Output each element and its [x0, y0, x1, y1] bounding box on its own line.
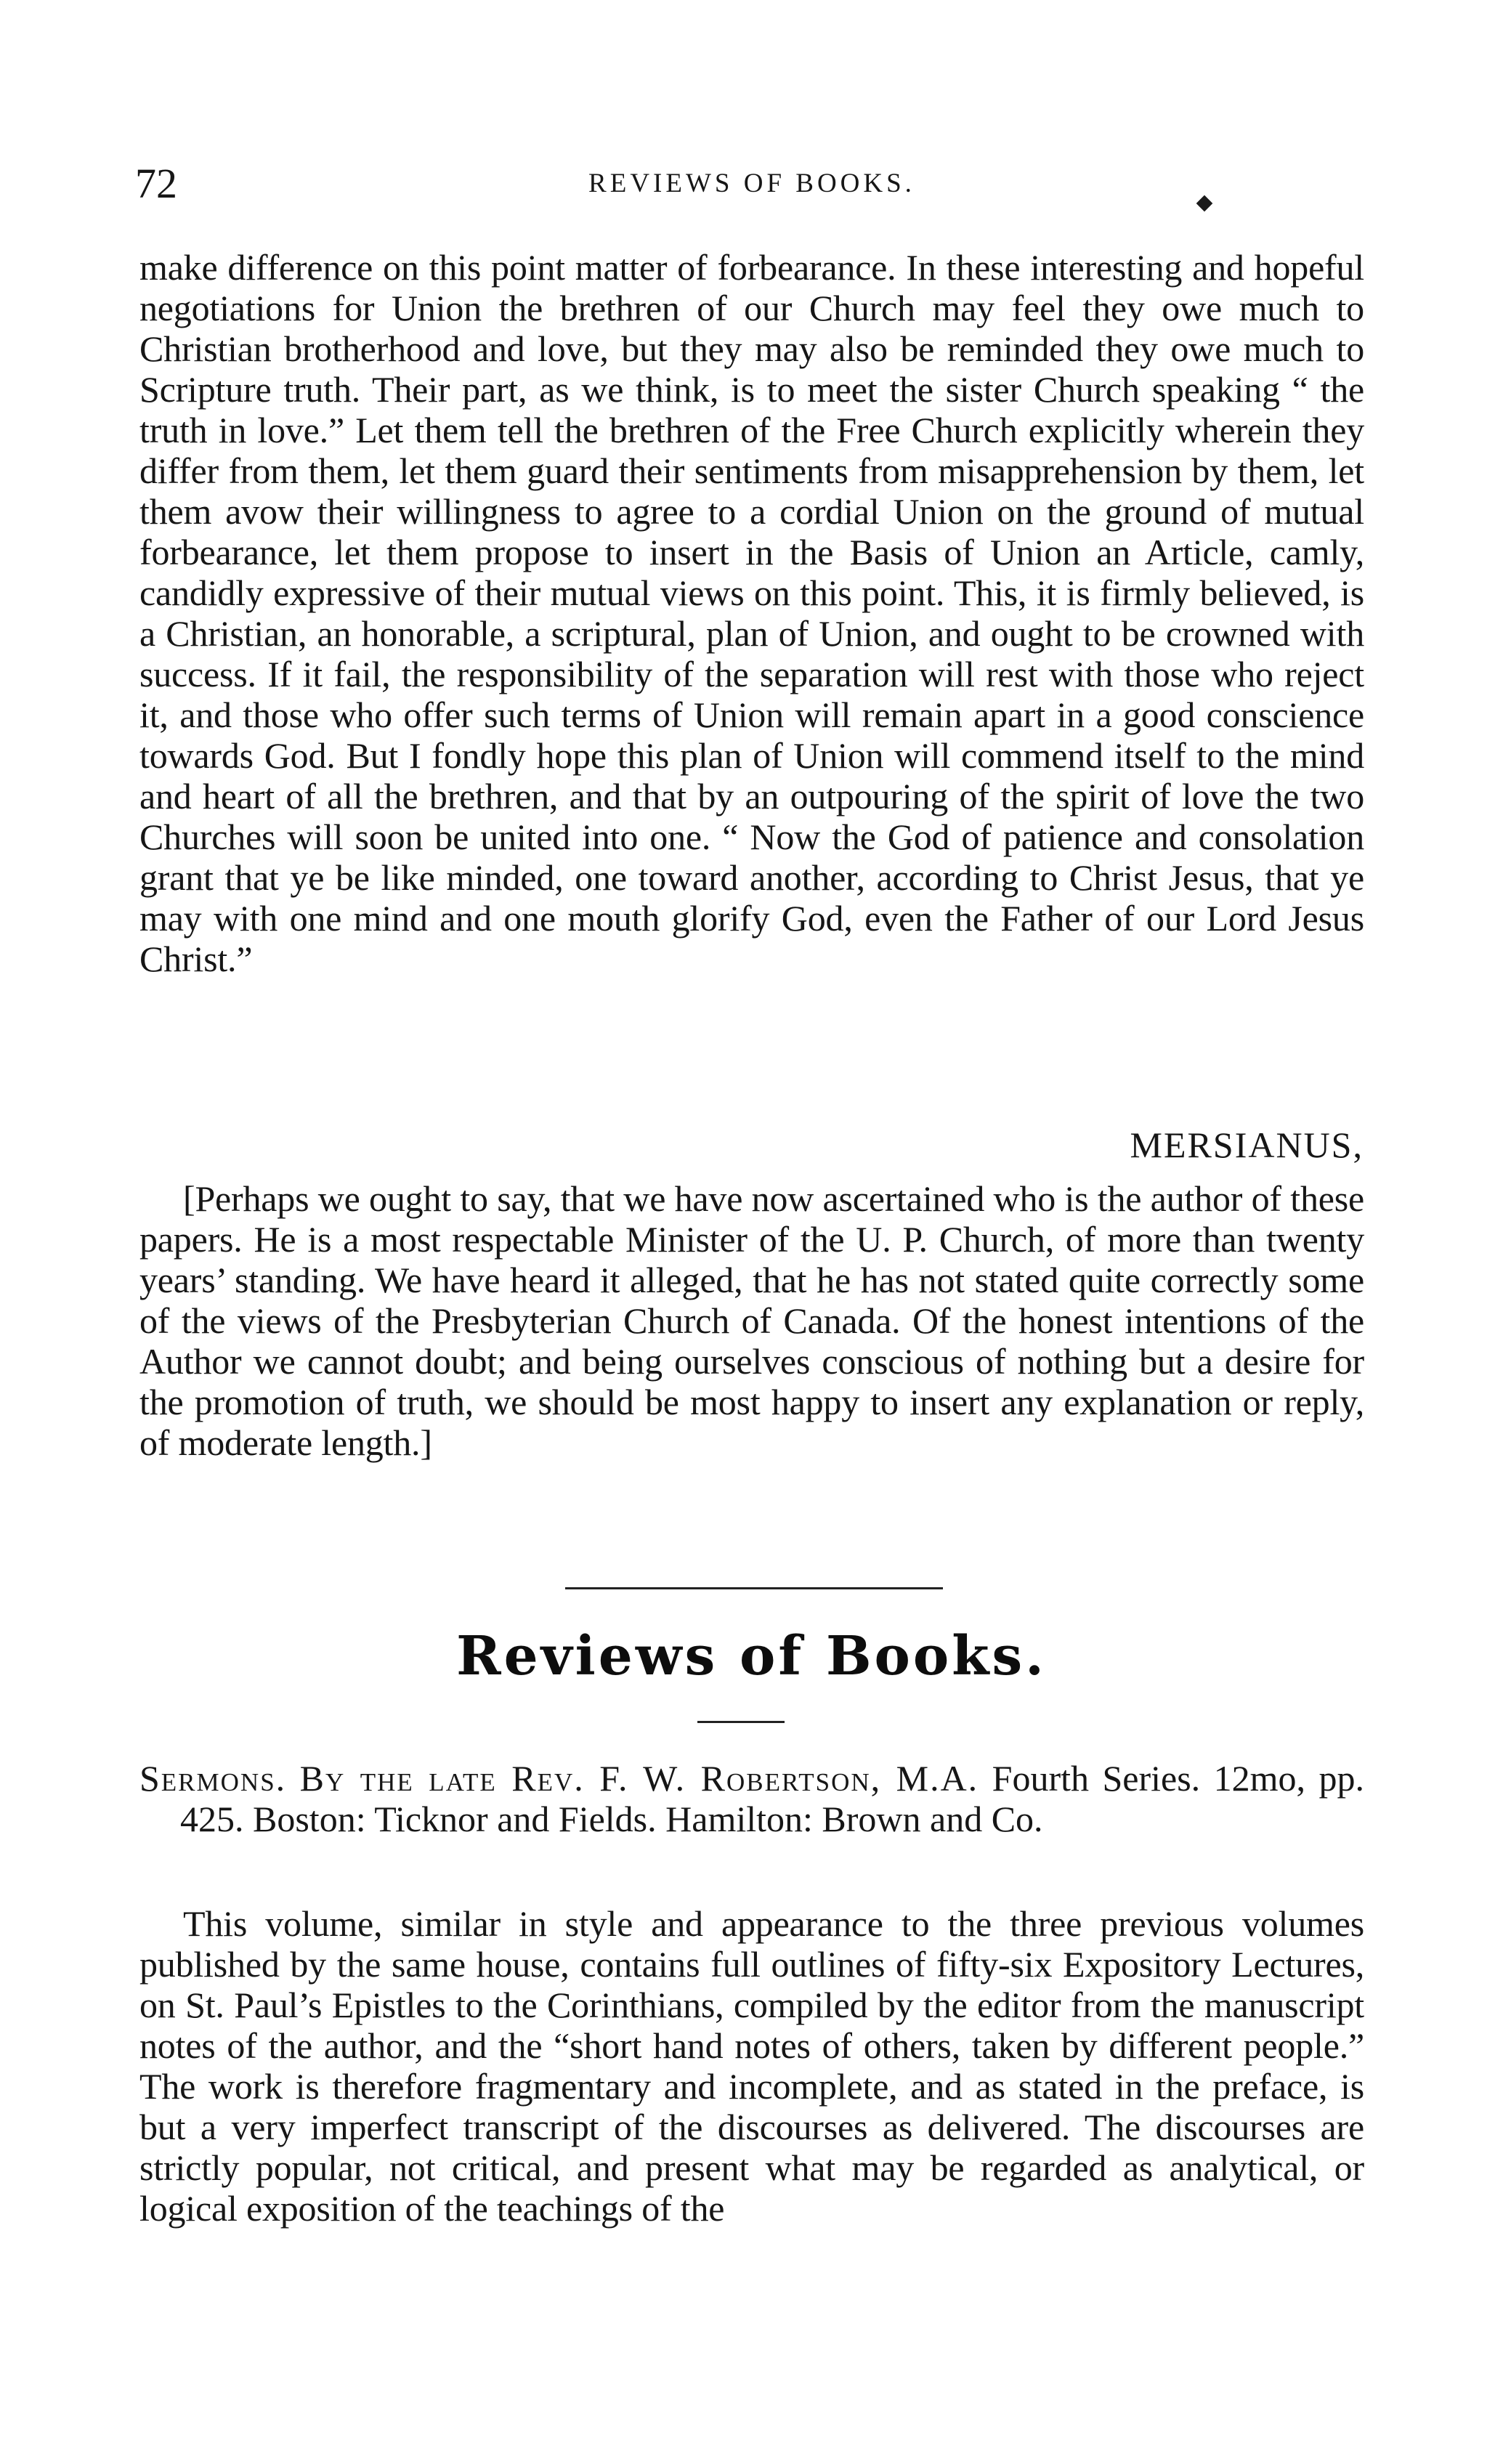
book-author: By the late Rev. F. W. Robertson, M.A.: [299, 1758, 979, 1799]
letter-conclusion-paragraph: make difference on this point matter of forbearance. In these interesting and hopeful negotiations for Union the brethren of our Church may feel they owe much to Christian brotherhood and love, but they may also be reminded they owe much to Scripture truth. Their part, as we think, is to meet the sister Church speaking “ the truth in love.” Let them tell the brethren of the Free Church explicitly wherein they differ from them, let them guard their sentiments from misapprehension by them, let them avow their willingness to agree to a cordial Union on the ground of mutual forbearance, let them propose to insert in the Basis of Union an Article, camly, candidly expressive of their mutual views on this point. This, it is firmly believed, is a Christian, an honorable, a scriptural, plan of Union, and ought to be crowned with success. If it fail, the responsibility of the separation will rest with those who reject it, and those who offer such terms of Union will remain apart in a good conscience towards God. But I fondly hope this plan of Union will commend itself to the mind and heart of all the brethren, and that by an outpouring of the spirit of love the two Churches will soon be united into one. “ Now the God of patience and consolation grant that ye be like minded, one toward another, according to Christ Jesus, that ye may with one mind and one mouth glorify God, even the Father of our Lord Jesus Christ.”: [139, 247, 1364, 979]
book-citation: [139, 1758, 1364, 1839]
review-paragraph: This volume, similar in style and appearance to the three previous volumes published by the same house, contains full outlines of fifty-six Expository Lectures, on St. Paul’s Epistles to the Corinthians, compiled by the editor from the manuscript notes of the author, and the “short hand notes of others, taken by different people.” The work is therefore fragmentary and incomplete, and as stated in the preface, is but a very imperfect transcript of the discourses as delivered. The discourses are strictly popular, not critical, and present what may be regarded as analytical, or logical exposition of the teachings of the: [139, 1903, 1364, 2229]
running-head: [135, 158, 1369, 209]
section-divider-rule: [565, 1587, 943, 1589]
book-details: Fourth Series. 12mo, pp. 425. Boston: Ticknor and Fields. Hamilton: Brown and Co.: [180, 1758, 1364, 1839]
page-number: 72: [135, 160, 177, 207]
running-title: REVIEWS OF BOOKS.: [588, 169, 915, 198]
editor-note-paragraph: [Perhaps we ought to say, that we have now ascertained who is the author of these papers. He is a most respectable Minister of the U. P. Church, of more than twenty years’ standing. We have heard it alleged, that he has not stated quite correctly some of the views of the Presbyterian Church of Canada. Of the honest intentions of the Author we cannot doubt; and being ourselves conscious of nothing but a desire for the promotion of truth, we should be most happy to insert any explanation or reply, of moderate length.]: [139, 1178, 1364, 1463]
section-heading: Reviews of Books.: [456, 1625, 1047, 1687]
book-title: Sermons.: [139, 1758, 287, 1799]
author-signature: MERSIANUS,: [1130, 1124, 1364, 1165]
heading-underline-rule: [697, 1721, 785, 1723]
